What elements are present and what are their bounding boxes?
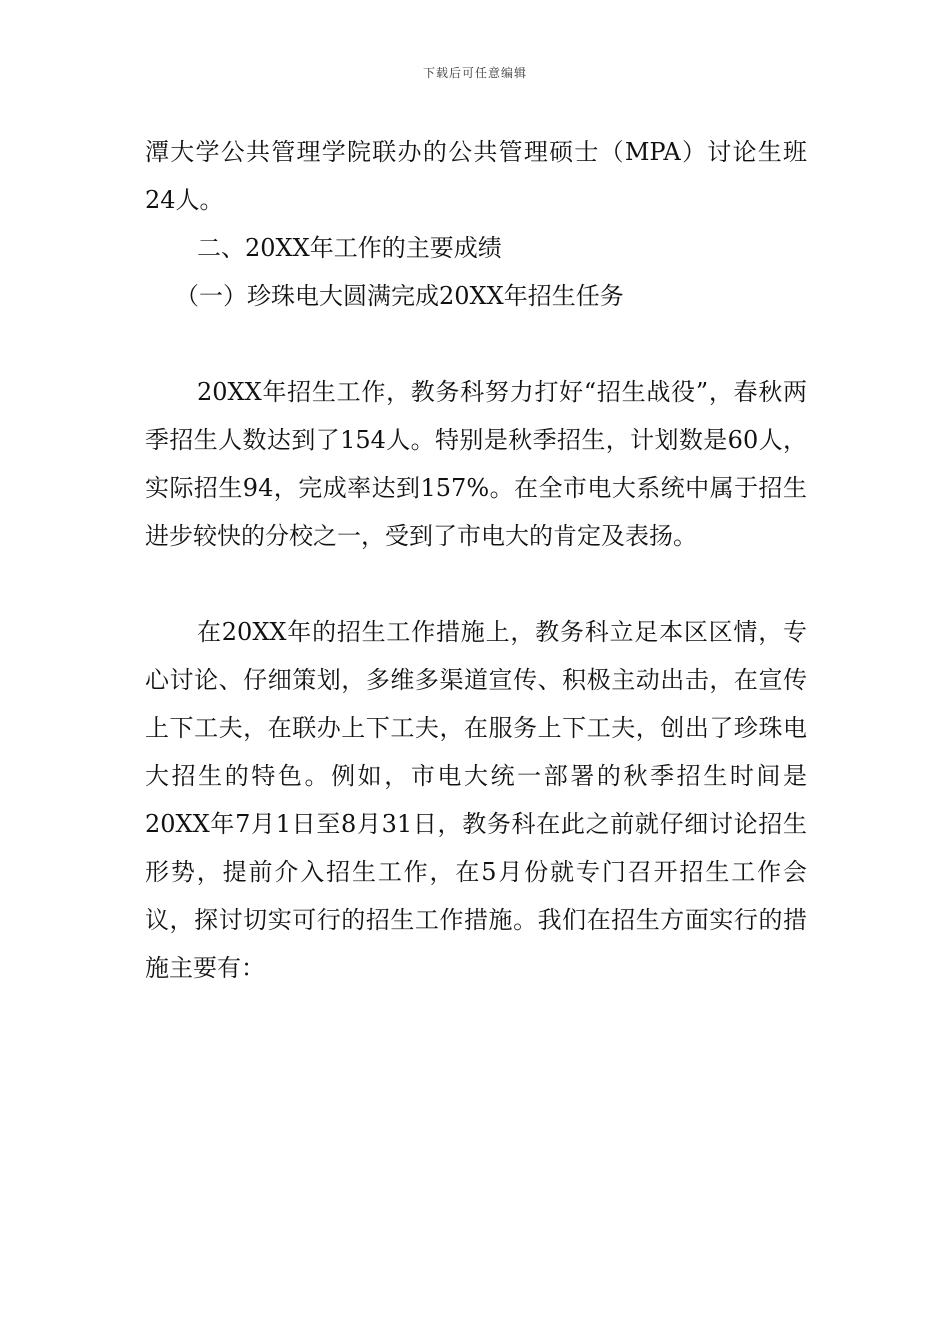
subsection-heading: （一）珍珠电大圆满完成20XX年招生任务 <box>175 282 624 310</box>
intro-paragraph: 潭大学公共管理学院联办的公共管理硕士（MPA）讨论生班24人。 <box>145 138 807 214</box>
enrollment-paragraph: 20XX年招生工作，教务科努力打好“招生战役”，春秋两季招生人数达到了154人。特别是秋季招生，计划数是60人，实际招生94，完成率达到157%。在全市电大系统中属于招生进步较快的分校之一，受到了市电大的肯定及表扬。 <box>145 378 807 550</box>
document-body <box>145 128 807 992</box>
page-header-note: 下载后可任意编辑 <box>422 66 527 80</box>
section-heading: 二、20XX年工作的主要成绩 <box>197 234 502 262</box>
measures-paragraph: 在20XX年的招生工作措施上，教务科立足本区区情，专心讨论、仔细策划，多维多渠道宣传、积极主动出击，在宣传上下工夫，在联办上下工夫，在服务上下工夫，创出了珍珠电大招生的特色。例如，市电大统一部署的秋季招生时间是20XX年7月1日至8月31日，教务科在此之前就仔细讨论招生形势，提前介入招生工作，在5月份就专门召开招生工作会议，探讨切实可行的招生工作措施。我们在招生方面实行的措施主要有： <box>145 618 807 982</box>
